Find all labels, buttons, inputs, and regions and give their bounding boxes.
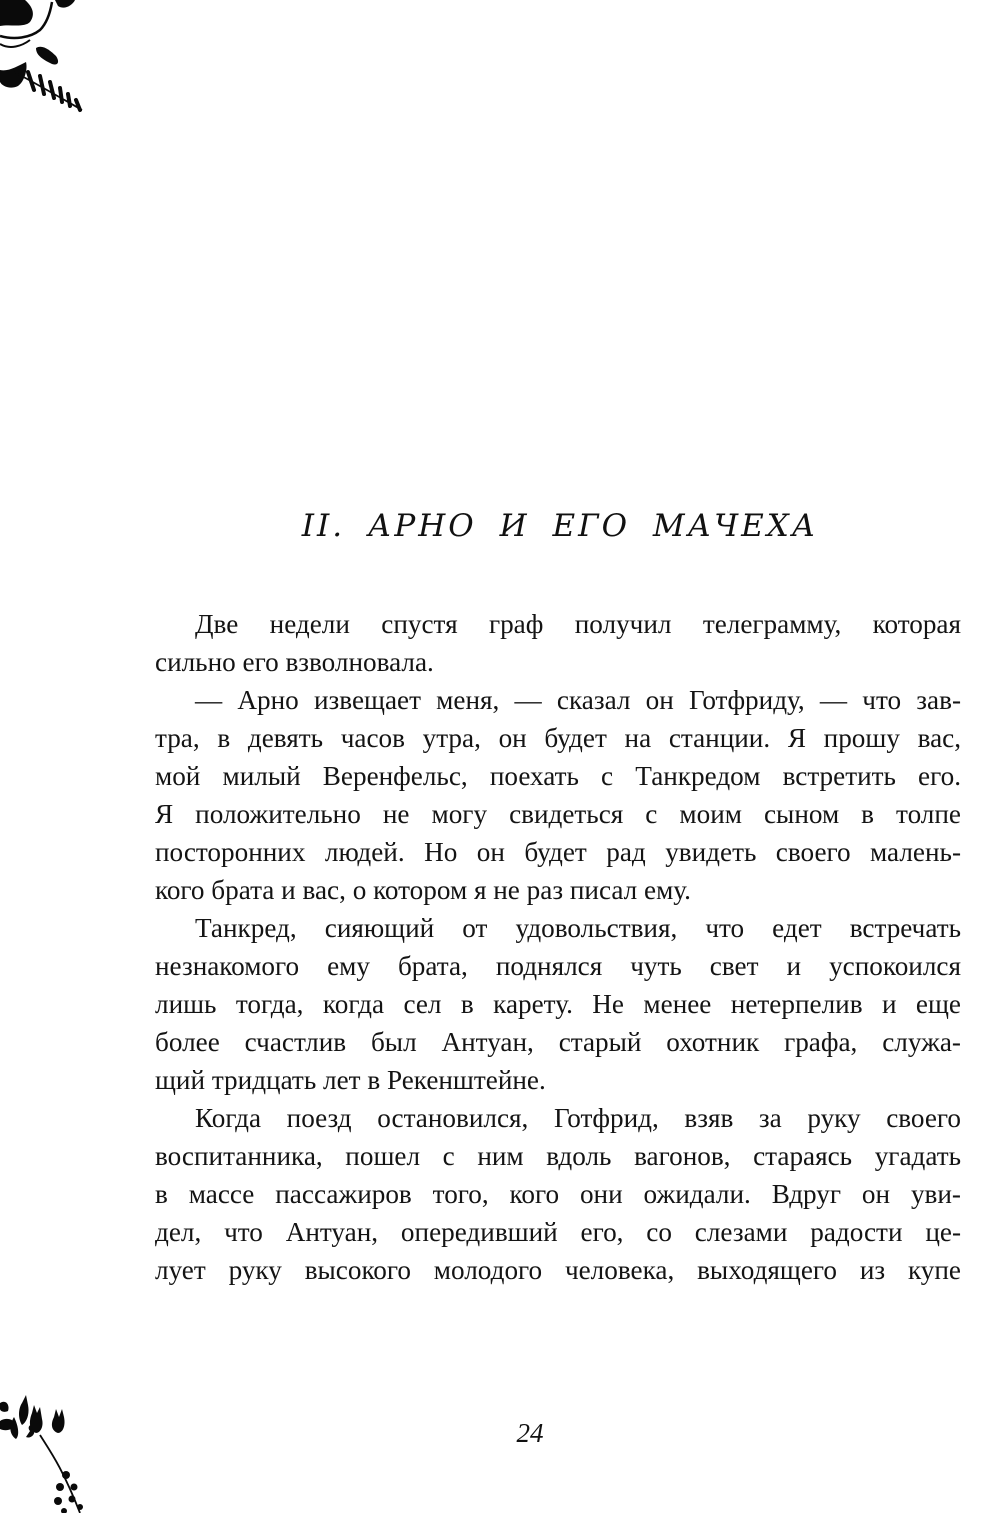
paragraph bbox=[155, 1099, 961, 1289]
text-line: дел, что Антуан, опередивший его, со слезами радости це- bbox=[155, 1217, 961, 1247]
chapter-title: II. АРНО И ЕГО МАЧЕХА bbox=[301, 508, 819, 544]
text-line: мой милый Веренфельс, поехать с Танкредом встретить его. bbox=[155, 761, 961, 791]
paragraph bbox=[155, 681, 961, 909]
text-line: щий тридцать лет в Рекенштейне. bbox=[155, 1065, 546, 1095]
text-line: лишь тогда, когда сел в карету. Не менее нетерпелив и еще bbox=[155, 989, 961, 1019]
text-line: Две недели спустя граф получил телеграмму, которая bbox=[195, 609, 961, 639]
floral-ornament-bottom-icon bbox=[0, 1395, 95, 1513]
text-line: лует руку высокого молодого человека, выходящего из купе bbox=[155, 1255, 961, 1285]
floral-ornament-top-icon bbox=[0, 0, 90, 115]
text-line: Я положительно не могу свидеться с моим сыном в толпе bbox=[155, 799, 961, 829]
text-line: — Арно извещает меня, — сказал он Готфриду, — что зав- bbox=[195, 685, 961, 715]
text-line: кого брата и вас, о котором я не раз писал ему. bbox=[155, 875, 691, 905]
paragraph bbox=[155, 909, 961, 1099]
paragraph bbox=[155, 605, 961, 681]
text-line: более счастлив был Антуан, старый охотник графа, служа- bbox=[155, 1027, 961, 1057]
text-line: незнакомого ему брата, поднялся чуть свет и успокоился bbox=[155, 951, 961, 981]
text-line: Когда поезд остановился, Готфрид, взяв за руку своего bbox=[195, 1103, 961, 1133]
text-line: Танкред, сияющий от удовольствия, что едет встречать bbox=[195, 913, 961, 943]
text-line: воспитанника, пошел с ним вдоль вагонов, стараясь угадать bbox=[155, 1141, 961, 1171]
text-line: тра, в девять часов утра, он будет на станции. Я прошу вас, bbox=[155, 723, 961, 753]
page-number: 24 bbox=[516, 1418, 544, 1448]
body-text bbox=[155, 605, 961, 1289]
text-line: в массе пассажиров того, кого они ожидали. Вдруг он уви- bbox=[155, 1179, 961, 1209]
text-line: сильно его взволновала. bbox=[155, 647, 434, 677]
text-line: посторонних людей. Но он будет рад увидеть своего малень- bbox=[155, 837, 961, 867]
